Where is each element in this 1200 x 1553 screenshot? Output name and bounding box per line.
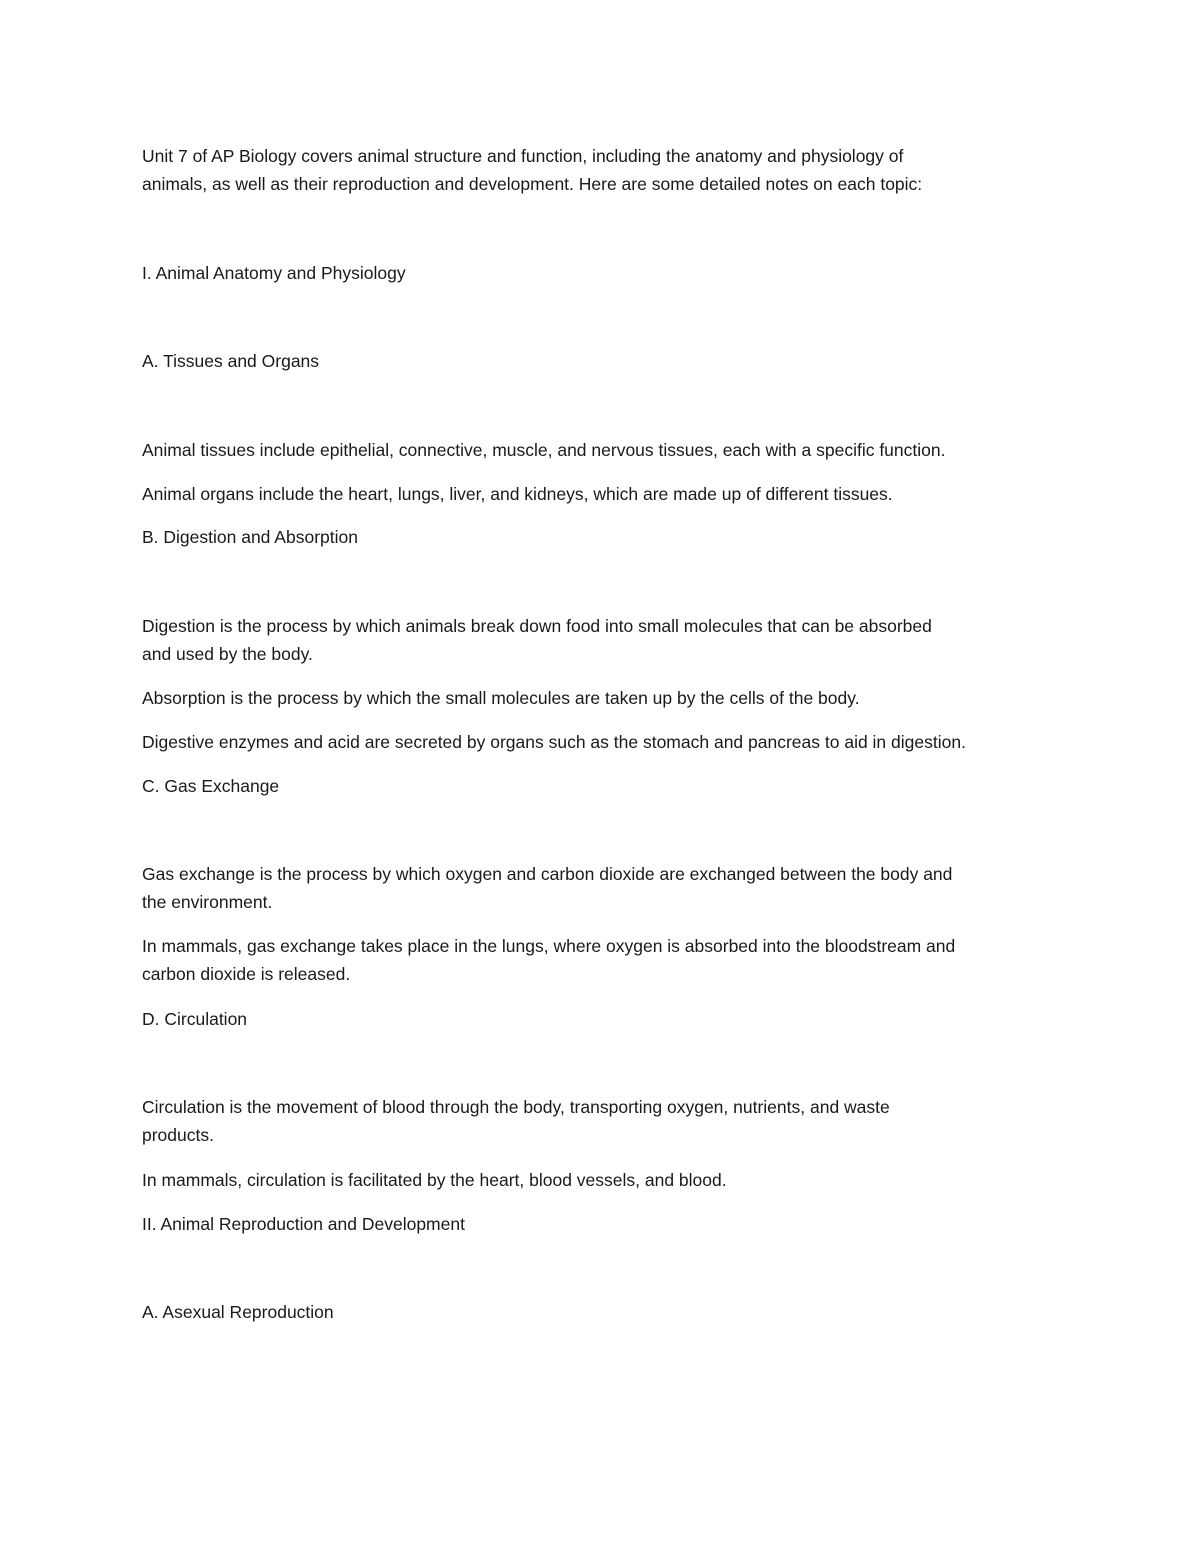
organs-paragraph: Animal organs include the heart, lungs, liver, and kidneys, which are made up of different tissues. [142, 484, 893, 504]
subsection-d-heading: D. Circulation [142, 1009, 248, 1029]
circulation-paragraph-line-2: products. [142, 1125, 214, 1145]
mammal-circulation-paragraph: In mammals, circulation is facilitated by the heart, blood vessels, and blood. [142, 1170, 727, 1190]
mammal-lungs-paragraph-line-2: carbon dioxide is released. [142, 964, 351, 984]
subsection-a-heading: A. Tissues and Organs [142, 351, 320, 371]
subsection-2a-heading: A. Asexual Reproduction [142, 1302, 334, 1322]
absorption-paragraph: Absorption is the process by which the small molecules are taken up by the cells of the body. [142, 688, 860, 708]
gas-exchange-paragraph-line-2: the environment. [142, 892, 273, 912]
tissues-paragraph: Animal tissues include epithelial, connective, muscle, and nervous tissues, each with a specific function. [142, 440, 946, 460]
circulation-paragraph-line-1: Circulation is the movement of blood through the body, transporting oxygen, nutrients, and waste [142, 1097, 890, 1117]
gas-exchange-paragraph-line-1: Gas exchange is the process by which oxygen and carbon dioxide are exchanged between the body and [142, 864, 953, 884]
intro-line-1: Unit 7 of AP Biology covers animal structure and function, including the anatomy and physiology of [142, 146, 904, 166]
enzymes-paragraph: Digestive enzymes and acid are secreted by organs such as the stomach and pancreas to aid in digestion. [142, 732, 966, 752]
section-2-heading: II. Animal Reproduction and Development [142, 1214, 465, 1234]
subsection-b-heading: B. Digestion and Absorption [142, 527, 358, 547]
section-1-heading: I. Animal Anatomy and Physiology [142, 263, 406, 283]
intro-line-2: animals, as well as their reproduction and development. Here are some detailed notes on each topic: [142, 174, 923, 194]
subsection-c-heading: C. Gas Exchange [142, 776, 280, 796]
digestion-paragraph-line-2: and used by the body. [142, 644, 313, 664]
digestion-paragraph-line-1: Digestion is the process by which animals break down food into small molecules that can be absorbed [142, 616, 932, 636]
mammal-lungs-paragraph-line-1: In mammals, gas exchange takes place in the lungs, where oxygen is absorbed into the bloodstream and [142, 936, 956, 956]
